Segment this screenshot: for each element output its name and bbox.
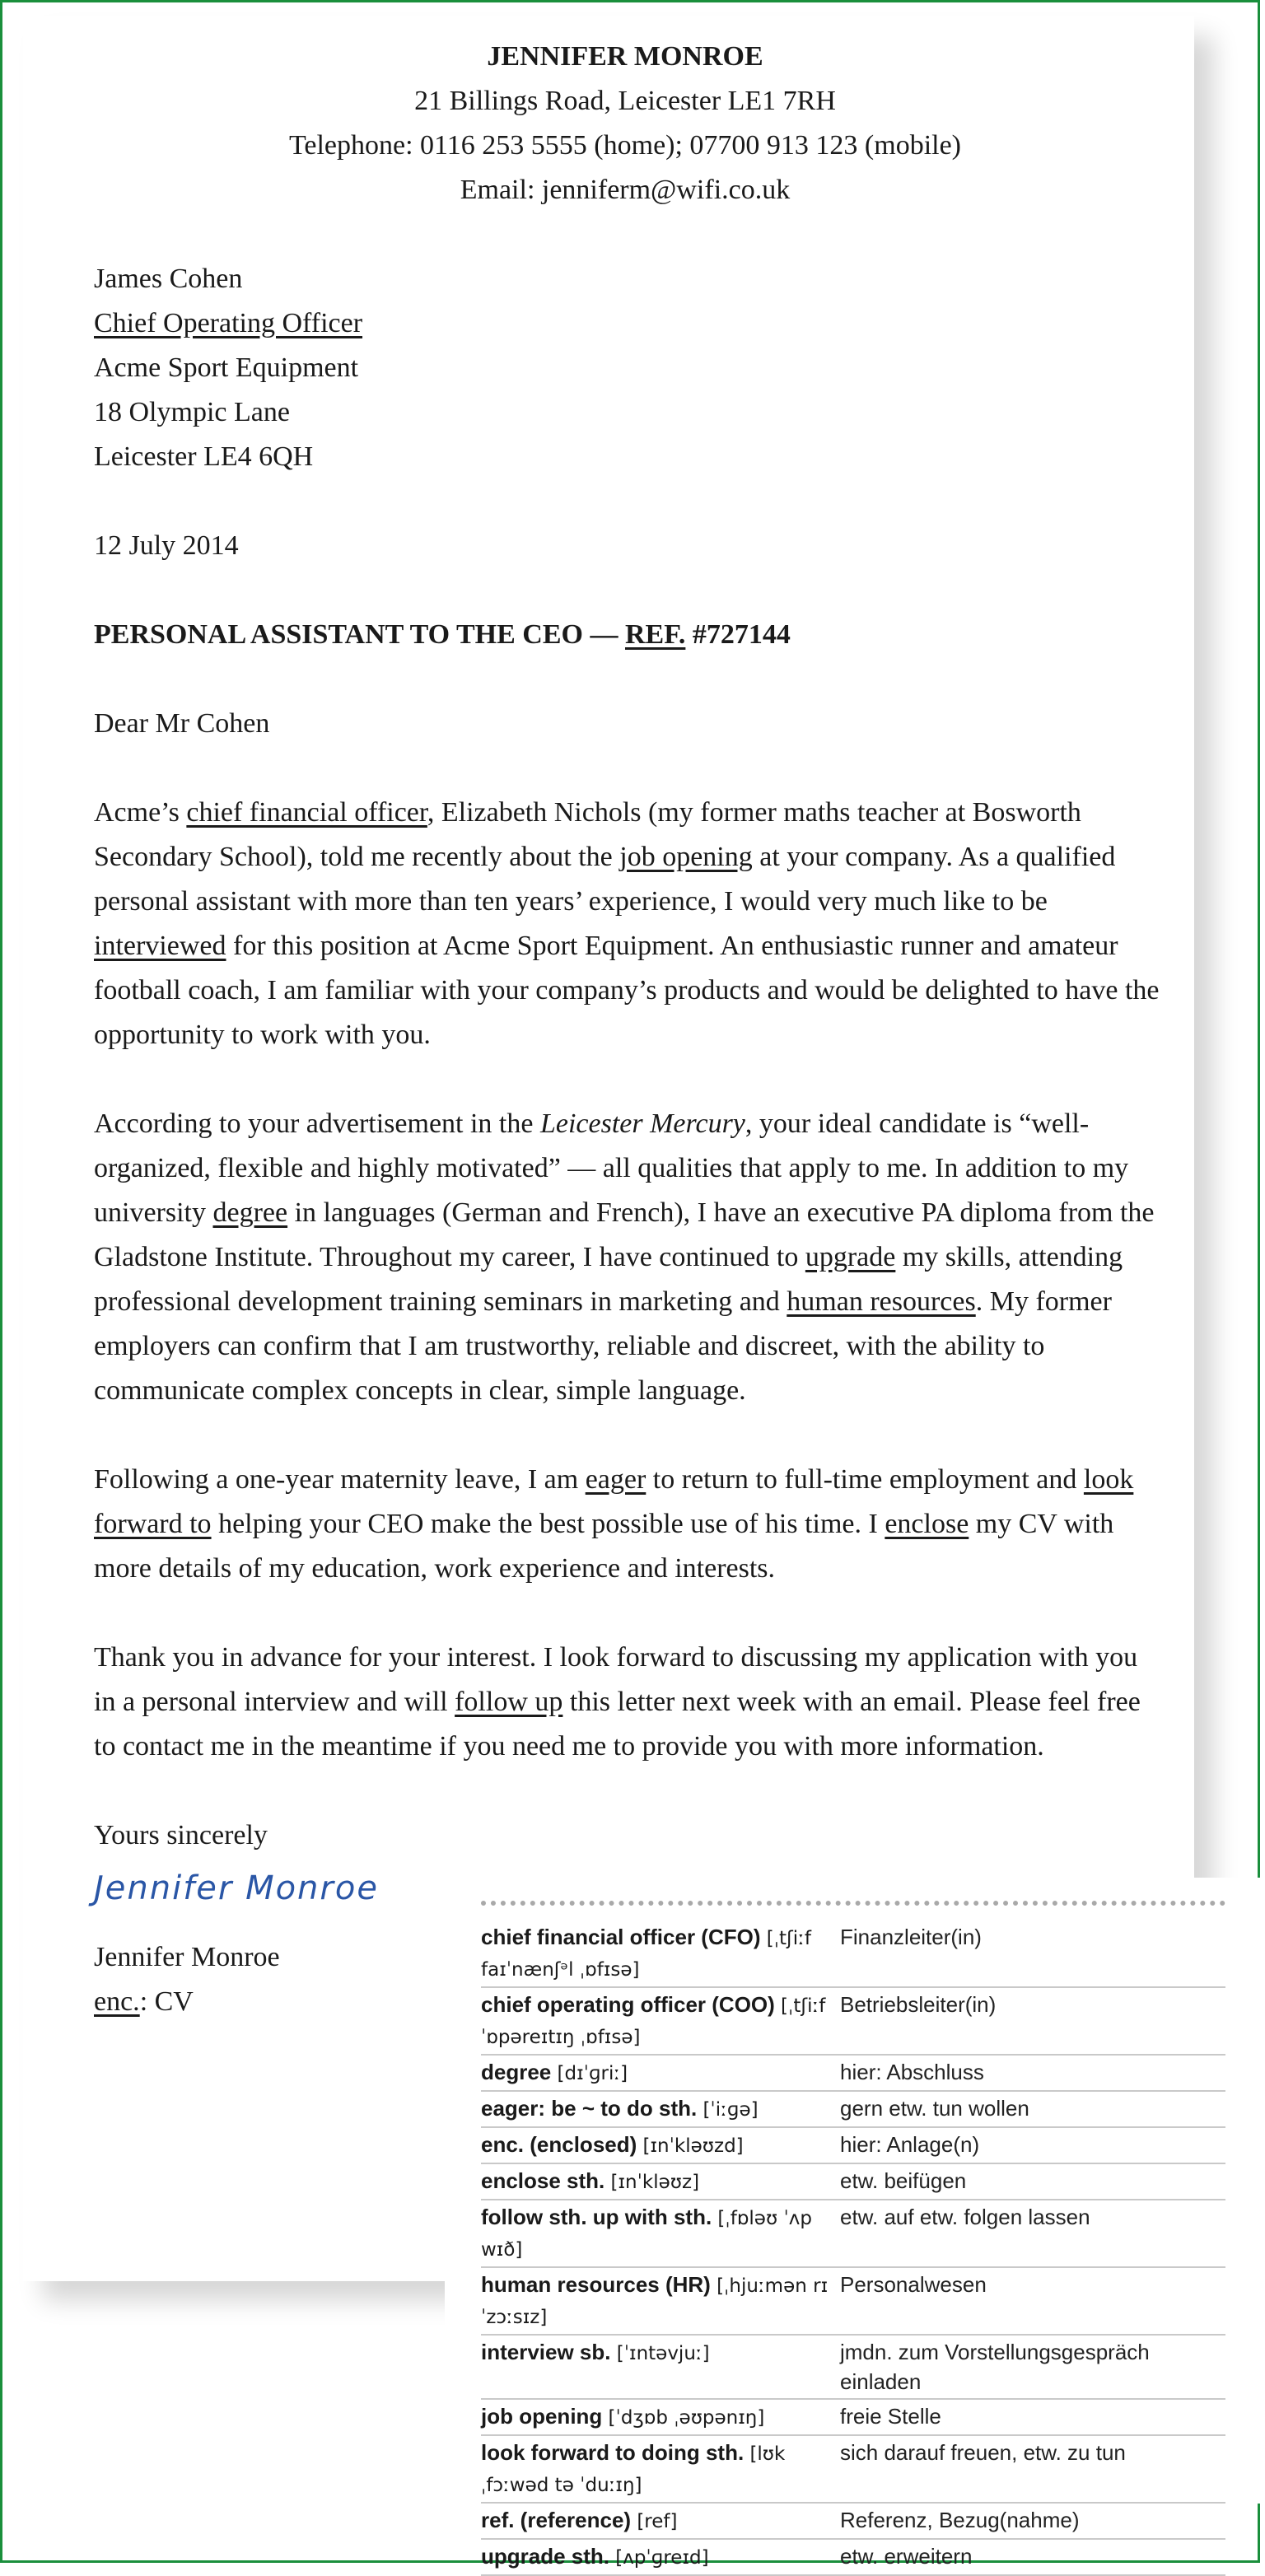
- enclosure-rest: : CV: [139, 1986, 194, 2017]
- glossary-german: Betriebsleiter(in): [840, 1987, 1225, 2055]
- paragraph-3: [94, 1458, 1165, 1591]
- glossary-box: [445, 1878, 1265, 2569]
- p1-term-cfo: chief financial officer: [186, 797, 427, 828]
- p3-text-a: Following a one-year maternity leave, I am: [94, 1464, 586, 1495]
- glossary-english: [481, 2399, 840, 2435]
- sender-name: JENNIFER MONROE: [487, 41, 763, 72]
- p2-text-b: , your ideal candidate is “well-organized, flexible and highly motivated” — all qualities that apply to me. In addition to my university: [94, 1108, 1129, 1228]
- subject-ref-number: #727144: [685, 619, 791, 650]
- glossary-pronunciation: [ˌfɒləʊ ˈʌp wɪð]: [481, 2208, 813, 2261]
- glossary-term: human resources (HR): [481, 2272, 711, 2297]
- glossary-term: interview sb.: [481, 2340, 611, 2364]
- paragraph-4: [94, 1636, 1165, 1769]
- glossary-german: etw. erweitern: [840, 2539, 1225, 2575]
- glossary-pronunciation: [ˌtʃiːf ˈɒpəreɪtɪŋ ˌɒfɪsə]: [481, 1995, 826, 2048]
- enclosure-label: enc.: [94, 1986, 140, 2017]
- recipient-street: 18 Olympic Lane: [94, 397, 290, 427]
- recipient-name: James Cohen: [94, 264, 243, 294]
- p3-term-look-forward: look forward to: [94, 1464, 1134, 1539]
- glossary-english: [481, 1920, 840, 1987]
- glossary-term: ref. (reference): [481, 2508, 632, 2532]
- glossary-row: [481, 2335, 1225, 2399]
- signer-name: Jennifer Monroe: [94, 1942, 280, 1972]
- recipient-block: [94, 257, 1165, 479]
- glossary-german: etw. auf etw. folgen lassen: [840, 2200, 1225, 2267]
- sender-email: Email: jenniferm@wifi.co.uk: [460, 175, 791, 205]
- subject-ref-label: REF.: [625, 619, 686, 650]
- glossary-row: [481, 2091, 1225, 2127]
- glossary-german: Referenz, Bezug(nahme): [840, 2503, 1225, 2539]
- p4-term-follow-up: follow up: [455, 1687, 563, 1717]
- glossary-row: [481, 2435, 1225, 2503]
- glossary-english: [481, 2503, 840, 2539]
- glossary-english: [481, 2055, 840, 2091]
- p3-text-b: to return to full-time employment and: [646, 1464, 1084, 1495]
- p3-text-d: my CV with more details of my education, work experience and interests.: [94, 1509, 1114, 1584]
- glossary-row: [481, 2503, 1225, 2539]
- glossary-english: [481, 2200, 840, 2267]
- glossary-pronunciation: [ˈɪntəvjuː]: [616, 2343, 710, 2364]
- p1-text-d: for this position at Acme Sport Equipment. An enthusiastic runner and amateur football coach, I am familiar with your company’s products and would be delighted to have the opportunity to work with you.: [94, 931, 1160, 1050]
- letter-body: [94, 35, 1165, 2024]
- p2-text-a: According to your advertisement in the: [94, 1108, 540, 1139]
- p2-text-e: . My former employers can confirm that I am trustworthy, reliable and discreet, with the ability to communicate complex concepts in clear, simple language.: [94, 1286, 1112, 1406]
- glossary-german: Finanzleiter(in): [840, 1920, 1225, 1987]
- glossary-english: [481, 1987, 840, 2055]
- glossary-german: Personalwesen: [840, 2267, 1225, 2335]
- sender-telephone: Telephone: 0116 253 5555 (home); 07700 913 123 (mobile): [289, 130, 961, 161]
- glossary-term: look forward to doing sth.: [481, 2440, 745, 2465]
- glossary-row: [481, 2163, 1225, 2200]
- glossary-english: [481, 2267, 840, 2335]
- glossary-english: [481, 2127, 840, 2163]
- sender-address: 21 Billings Road, Leicester LE1 7RH: [414, 86, 836, 116]
- subject-line: [94, 613, 1165, 657]
- glossary-english: [481, 2435, 840, 2503]
- p3-text-c: helping your CEO make the best possible use of his time. I: [211, 1509, 885, 1539]
- glossary-pronunciation: [ˌhjuːmən rɪˈzɔːsɪz]: [481, 2275, 829, 2328]
- glossary-term: chief financial officer (CFO): [481, 1925, 761, 1949]
- glossary-pronunciation: [ɪnˈkləʊz]: [610, 2172, 700, 2193]
- p1-term-interviewed: interviewed: [94, 931, 226, 961]
- glossary-pronunciation: [dɪˈɡriː]: [557, 2063, 628, 2084]
- glossary-row: [481, 1920, 1225, 1987]
- recipient-title: Chief Operating Officer: [94, 308, 363, 338]
- glossary-english: [481, 2163, 840, 2200]
- p4-text-a: Thank you in advance for your interest. I look forward to discussing my application with you in a personal interview and will: [94, 1642, 1138, 1717]
- dotted-divider: [481, 1901, 1225, 1906]
- paragraph-1: [94, 791, 1165, 1057]
- glossary-term: eager: be ~ to do sth.: [481, 2096, 698, 2121]
- glossary-term: enc. (enclosed): [481, 2132, 637, 2157]
- glossary-pronunciation: [ref]: [637, 2511, 678, 2532]
- recipient-company: Acme Sport Equipment: [94, 352, 359, 383]
- signature: Jennifer Monroe: [94, 1869, 379, 1907]
- recipient-city: Leicester LE4 6QH: [94, 441, 314, 472]
- glossary-german: hier: Abschluss: [840, 2055, 1225, 2091]
- subject-text: PERSONAL ASSISTANT TO THE CEO —: [94, 619, 625, 650]
- p3-term-enclose: enclose: [885, 1509, 969, 1539]
- p2-text-d: my skills, attending professional development training seminars in marketing and: [94, 1242, 1123, 1317]
- glossary-pronunciation: [ˌtʃiːf faɪˈnænʃᵊl ˌɒfɪsə]: [481, 1928, 812, 1981]
- glossary-german: sich darauf freuen, etw. zu tun: [840, 2435, 1225, 2503]
- salutation: Dear Mr Cohen: [94, 708, 270, 739]
- glossary-row: [481, 2539, 1225, 2575]
- glossary-german: etw. beifügen: [840, 2163, 1225, 2200]
- glossary-pronunciation: [lʊk ˌfɔːwəd tə ˈduːɪŋ]: [481, 2443, 786, 2496]
- p1-text-a: Acme’s: [94, 797, 187, 828]
- glossary-german: gern etw. tun wollen: [840, 2091, 1225, 2127]
- glossary-pronunciation: [ˈiːɡə]: [703, 2099, 759, 2121]
- glossary-pronunciation: [ʌpˈɡreɪd]: [615, 2547, 709, 2569]
- glossary-german: freie Stelle: [840, 2399, 1225, 2435]
- glossary-term: degree: [481, 2060, 552, 2084]
- glossary-english: [481, 2539, 840, 2575]
- p1-text-c: at your company. As a qualified personal assistant with more than ten years’ experience, I would very much like to be: [94, 842, 1116, 917]
- sender-header: [94, 35, 1156, 212]
- glossary-pronunciation: [ɪnˈkləʊzd]: [642, 2135, 744, 2157]
- closing: Yours sincerely: [94, 1820, 268, 1850]
- glossary-english: [481, 2335, 840, 2399]
- p1-text-b: , Elizabeth Nichols (my former maths teacher at Bosworth Secondary School), told me recently about the: [94, 797, 1081, 872]
- glossary-term: chief operating officer (COO): [481, 1992, 775, 2017]
- glossary-row: [481, 2055, 1225, 2091]
- glossary-row: [481, 2127, 1225, 2163]
- glossary-term: follow sth. up with sth.: [481, 2205, 712, 2229]
- p2-term-degree: degree: [212, 1197, 288, 1228]
- p2-text-c: in languages (German and French), I have an executive PA diploma from the Gladstone Institute. Throughout my career, I have continued to: [94, 1197, 1155, 1272]
- glossary-term: upgrade sth.: [481, 2544, 610, 2569]
- glossary-row: [481, 2399, 1225, 2435]
- glossary-row: [481, 1987, 1225, 2055]
- letter-date: 12 July 2014: [94, 530, 239, 561]
- glossary-table: [481, 1920, 1225, 2576]
- glossary-german: jmdn. zum Vorstellungsgespräch einladen: [840, 2335, 1225, 2399]
- p2-term-upgrade: upgrade: [805, 1242, 896, 1272]
- p2-newspaper: Leicester Mercury: [539, 1108, 745, 1139]
- glossary-english: [481, 2091, 840, 2127]
- p4-text-b: this letter next week with an email. Please feel free to contact me in the meantime if you need me to provide you with more information.: [94, 1687, 1141, 1762]
- glossary-term: enclose sth.: [481, 2168, 605, 2193]
- glossary-pronunciation: [ˈdʒɒb ˌəʊpənɪŋ]: [608, 2407, 765, 2429]
- p3-term-eager: eager: [585, 1464, 647, 1495]
- glossary-row: [481, 2200, 1225, 2267]
- glossary-row: [481, 2267, 1225, 2335]
- p2-term-human-resources: human resources: [787, 1286, 976, 1317]
- paragraph-2: [94, 1102, 1165, 1413]
- glossary-german: hier: Anlage(n): [840, 2127, 1225, 2163]
- p1-term-job-opening: job opening: [619, 842, 753, 872]
- glossary-term: job opening: [481, 2404, 603, 2429]
